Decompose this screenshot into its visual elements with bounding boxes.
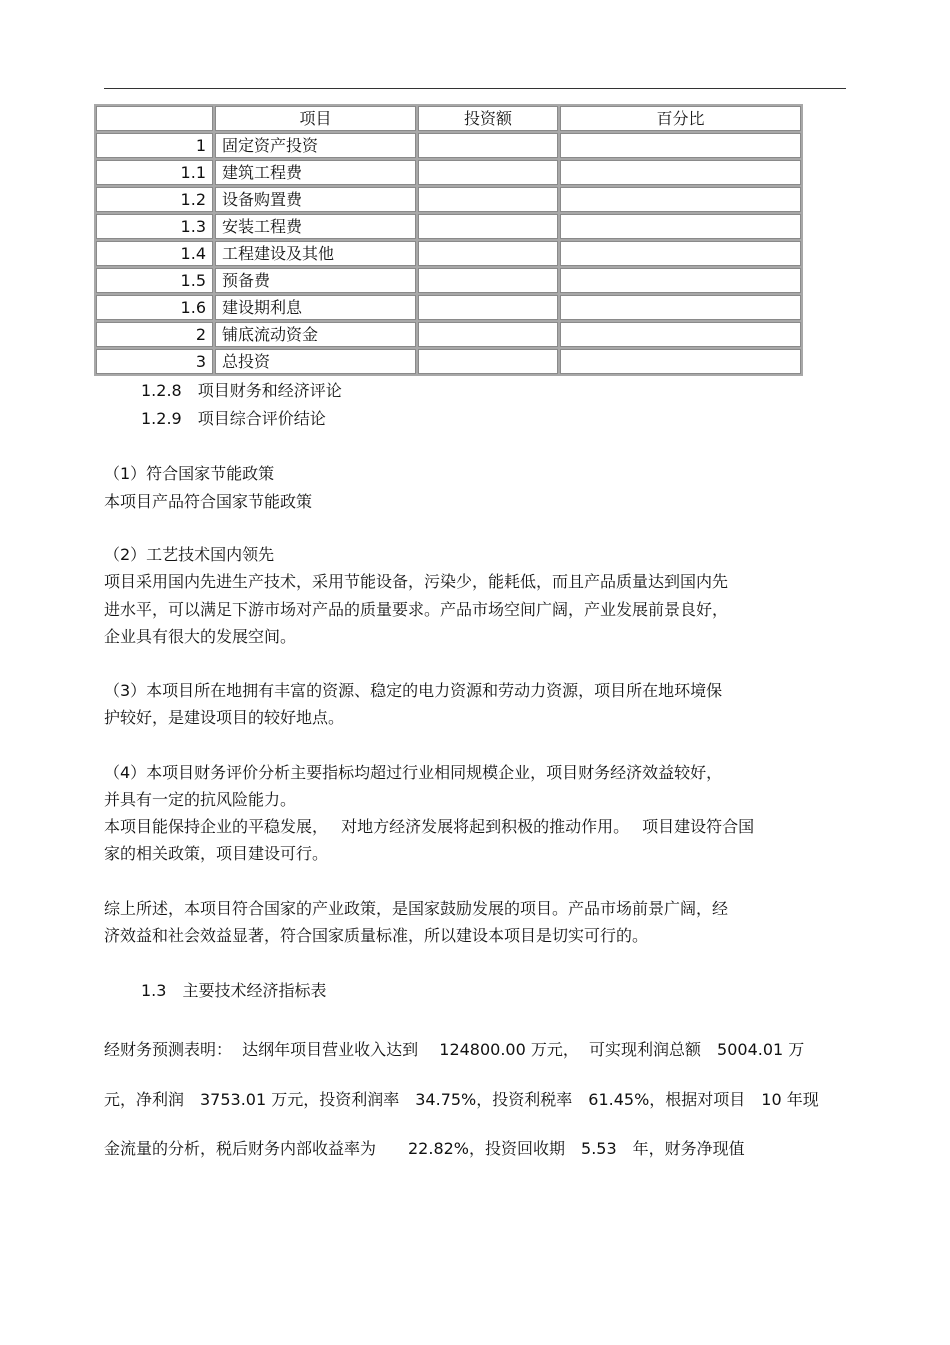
row-amount bbox=[418, 160, 558, 185]
investment-table bbox=[94, 104, 803, 376]
row-amount bbox=[418, 241, 558, 266]
header-percent: 百分比 bbox=[560, 106, 801, 131]
point-3-line: （3）本项目所在地拥有丰富的资源、稳定的电力资源和劳动力资源，项目所在地环境保 bbox=[104, 681, 723, 700]
table-row bbox=[96, 133, 801, 158]
point-1-title: （1）符合国家节能政策 bbox=[104, 464, 275, 483]
row-no: 1.4 bbox=[96, 241, 213, 266]
row-no: 1.5 bbox=[96, 268, 213, 293]
row-no: 1 bbox=[96, 133, 213, 158]
row-item: 总投资 bbox=[215, 349, 416, 374]
row-percent bbox=[560, 187, 801, 212]
row-item: 工程建设及其他 bbox=[215, 241, 416, 266]
row-amount bbox=[418, 133, 558, 158]
point-4-line: 并具有一定的抗风险能力。 bbox=[104, 790, 297, 809]
row-amount bbox=[418, 295, 558, 320]
row-amount bbox=[418, 322, 558, 347]
row-amount bbox=[418, 214, 558, 239]
table-header-row bbox=[96, 106, 801, 131]
row-percent bbox=[560, 322, 801, 347]
point-4-line: 本项目能保持企业的平稳发展， 对地方经济发展将起到积极的推动作用。 项目建设符合国 bbox=[104, 817, 755, 836]
row-amount bbox=[418, 187, 558, 212]
table-row bbox=[96, 214, 801, 239]
forecast-line: 金流量的分析，税后财务内部收益率为 22.82%，投资回收期 5.53 年，财务净现值 bbox=[104, 1139, 745, 1158]
table-row bbox=[96, 322, 801, 347]
point-2-title: （2）工艺技术国内领先 bbox=[104, 545, 275, 564]
row-no: 2 bbox=[96, 322, 213, 347]
row-percent bbox=[560, 160, 801, 185]
row-percent bbox=[560, 241, 801, 266]
table-row bbox=[96, 295, 801, 320]
row-no: 1.1 bbox=[96, 160, 213, 185]
header-item: 项目 bbox=[215, 106, 416, 131]
header-no bbox=[96, 106, 213, 131]
row-amount bbox=[418, 349, 558, 374]
row-no: 1.3 bbox=[96, 214, 213, 239]
table-row bbox=[96, 187, 801, 212]
forecast-line: 经财务预测表明： 达纲年项目营业收入达到 124800.00 万元， 可实现利润总额 5004.01 万 bbox=[104, 1040, 805, 1059]
row-item: 建筑工程费 bbox=[215, 160, 416, 185]
row-item: 铺底流动资金 bbox=[215, 322, 416, 347]
point-4-line: 家的相关政策，项目建设可行。 bbox=[104, 844, 329, 863]
summary-line: 综上所述，本项目符合国家的产业政策，是国家鼓励发展的项目。产品市场前景广阔，经 bbox=[104, 899, 729, 918]
point-2-line: 进水平，可以满足下游市场对产品的质量要求。产品市场空间广阔，产业发展前景良好， bbox=[104, 600, 729, 619]
row-no: 3 bbox=[96, 349, 213, 374]
row-no: 1.6 bbox=[96, 295, 213, 320]
row-percent bbox=[560, 295, 801, 320]
row-item: 设备购置费 bbox=[215, 187, 416, 212]
section-heading-1-3: 1.3 主要技术经济指标表 bbox=[141, 981, 327, 1000]
section-heading-1-2-8: 1.2.8 项目财务和经济评论 bbox=[141, 381, 342, 400]
table-row bbox=[96, 160, 801, 185]
header-rule bbox=[104, 88, 846, 89]
row-percent bbox=[560, 133, 801, 158]
point-1-body: 本项目产品符合国家节能政策 bbox=[104, 492, 313, 511]
row-no: 1.2 bbox=[96, 187, 213, 212]
row-percent bbox=[560, 214, 801, 239]
table-row bbox=[96, 268, 801, 293]
point-4-line: （4）本项目财务评价分析主要指标均超过行业相同规模企业，项目财务经济效益较好， bbox=[104, 763, 723, 782]
point-3-line: 护较好，是建设项目的较好地点。 bbox=[104, 708, 345, 727]
row-item: 预备费 bbox=[215, 268, 416, 293]
row-amount bbox=[418, 268, 558, 293]
point-2-line: 项目采用国内先进生产技术，采用节能设备，污染少，能耗低，而且产品质量达到国内先 bbox=[104, 572, 729, 591]
section-heading-1-2-9: 1.2.9 项目综合评价结论 bbox=[141, 409, 326, 428]
forecast-line: 元，净利润 3753.01 万元，投资利润率 34.75%，投资利税率 61.45%，根据对项目 10 年现 bbox=[104, 1090, 819, 1109]
header-amount: 投资额 bbox=[418, 106, 558, 131]
row-item: 固定资产投资 bbox=[215, 133, 416, 158]
row-percent bbox=[560, 349, 801, 374]
table-row bbox=[96, 241, 801, 266]
row-item: 建设期利息 bbox=[215, 295, 416, 320]
point-2-line: 企业具有很大的发展空间。 bbox=[104, 627, 297, 646]
summary-line: 济效益和社会效益显著，符合国家质量标准，所以建设本项目是切实可行的。 bbox=[104, 926, 649, 945]
row-percent bbox=[560, 268, 801, 293]
table-row bbox=[96, 349, 801, 374]
row-item: 安装工程费 bbox=[215, 214, 416, 239]
